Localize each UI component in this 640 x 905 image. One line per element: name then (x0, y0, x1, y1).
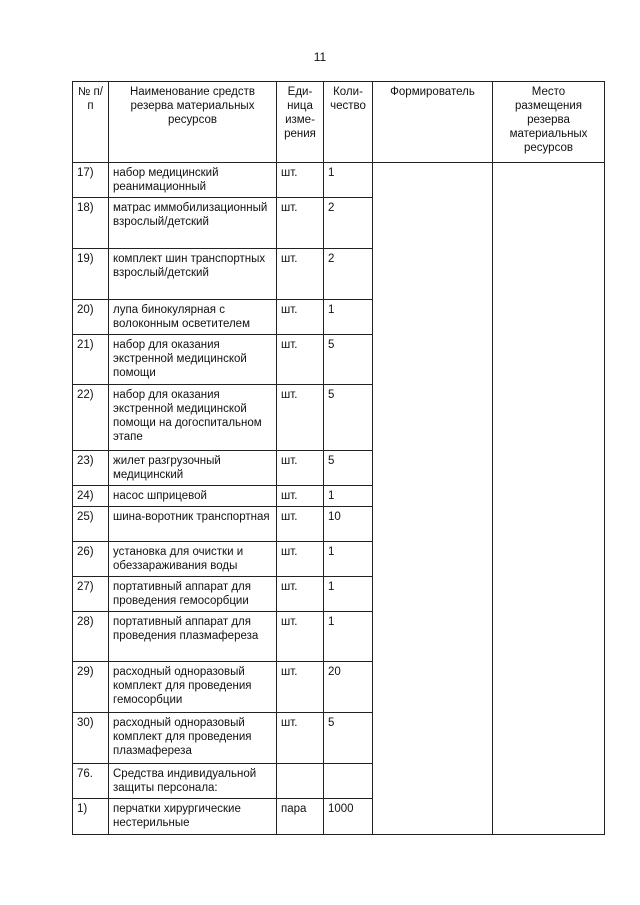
row-name: расходный одноразовый комплект для проведения гемосорбции (109, 662, 277, 713)
row-num: 27) (73, 577, 109, 612)
row-qty: 10 (324, 507, 373, 542)
row-unit: шт. (277, 249, 324, 300)
row-name: набор медицинский реанимационный (109, 163, 277, 198)
row-num: 22) (73, 385, 109, 451)
header-place: Место размещения резерва материальных ресурсов (493, 82, 605, 163)
row-qty (324, 764, 373, 799)
row-name: лупа бинокулярная с волоконным осветителем (109, 300, 277, 335)
row-name: насос шприцевой (109, 486, 277, 507)
former-cell (373, 163, 493, 835)
header-qty: Коли-чество (324, 82, 373, 163)
row-qty: 2 (324, 249, 373, 300)
row-qty: 1000 (324, 799, 373, 835)
row-unit: шт. (277, 577, 324, 612)
row-num: 20) (73, 300, 109, 335)
row-name: жилет разгрузочный медицинский (109, 451, 277, 486)
row-qty: 1 (324, 300, 373, 335)
row-unit: шт. (277, 612, 324, 662)
row-num: 19) (73, 249, 109, 300)
row-name: установка для очистки и обеззараживания воды (109, 542, 277, 577)
row-qty: 5 (324, 385, 373, 451)
row-num: 23) (73, 451, 109, 486)
row-unit: шт. (277, 300, 324, 335)
row-name: портативный аппарат для проведения плазмафереза (109, 612, 277, 662)
row-name: перчатки хирургические нестерильные (109, 799, 277, 835)
row-unit: шт. (277, 507, 324, 542)
row-unit: шт. (277, 385, 324, 451)
row-name: расходный одноразовый комплект для проведения плазмафереза (109, 713, 277, 764)
row-num: 21) (73, 335, 109, 385)
row-qty: 5 (324, 451, 373, 486)
row-unit: шт. (277, 486, 324, 507)
row-qty: 2 (324, 198, 373, 249)
row-unit: шт. (277, 662, 324, 713)
table-row (73, 163, 605, 198)
row-unit (277, 764, 324, 799)
row-name: портативный аппарат для проведения гемосорбции (109, 577, 277, 612)
row-unit: шт. (277, 451, 324, 486)
row-unit: шт. (277, 198, 324, 249)
page-number: 11 (313, 50, 327, 64)
row-qty: 5 (324, 335, 373, 385)
header-num: № п/п (73, 82, 109, 163)
row-num: 24) (73, 486, 109, 507)
row-qty: 1 (324, 577, 373, 612)
row-name: матрас иммобилизационный взрослый/детский (109, 198, 277, 249)
table-header-row (73, 82, 605, 163)
row-num: 28) (73, 612, 109, 662)
row-name: набор для оказания экстренной медицинской помощи на догоспитальном этапе (109, 385, 277, 451)
row-unit: пара (277, 799, 324, 835)
row-qty: 5 (324, 713, 373, 764)
row-unit: шт. (277, 542, 324, 577)
row-num: 25) (73, 507, 109, 542)
row-name: набор для оказания экстренной медицинской помощи (109, 335, 277, 385)
row-num: 18) (73, 198, 109, 249)
row-qty: 1 (324, 163, 373, 198)
row-qty: 1 (324, 542, 373, 577)
row-name: шина-воротник транспортная (109, 507, 277, 542)
row-qty: 20 (324, 662, 373, 713)
row-name: комплект шин транспортных взрослый/детский (109, 249, 277, 300)
row-name: Средства индивидуальной защиты персонала: (109, 764, 277, 799)
header-unit: Еди-ница изме-рения (277, 82, 324, 163)
row-qty: 1 (324, 486, 373, 507)
header-former: Формирователь (373, 82, 493, 163)
row-unit: шт. (277, 335, 324, 385)
place-cell (493, 163, 605, 835)
header-name: Наименование средств резерва материальных ресурсов (109, 82, 277, 163)
row-qty: 1 (324, 612, 373, 662)
row-unit: шт. (277, 713, 324, 764)
row-num: 76. (73, 764, 109, 799)
row-num: 29) (73, 662, 109, 713)
row-num: 30) (73, 713, 109, 764)
row-num: 26) (73, 542, 109, 577)
resources-table (72, 81, 605, 835)
row-num: 17) (73, 163, 109, 198)
row-num: 1) (73, 799, 109, 835)
row-unit: шт. (277, 163, 324, 198)
